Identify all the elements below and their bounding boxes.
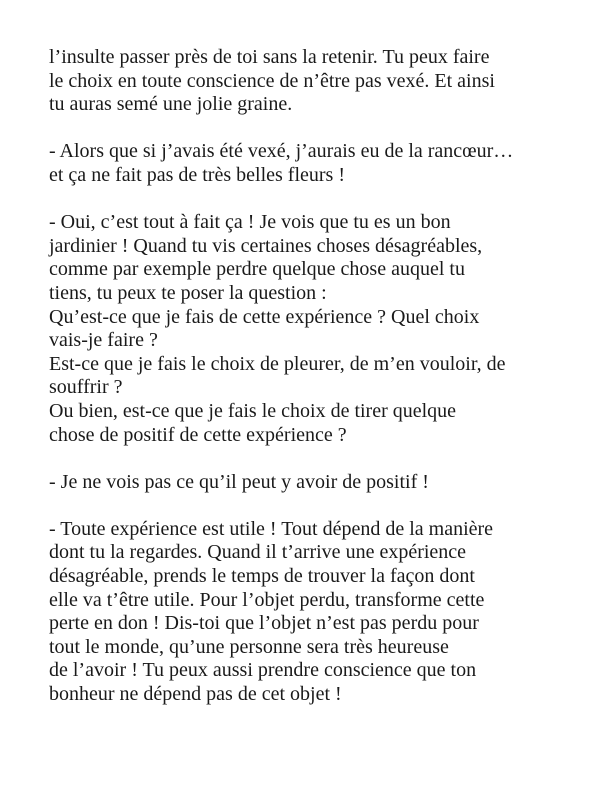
text-line: tout le monde, qu’une personne sera très heureuse xyxy=(49,635,449,658)
text-line: - Toute expérience est utile ! Tout dépend de la manière xyxy=(49,517,494,540)
body-text xyxy=(49,46,569,730)
paragraph-dialogue xyxy=(49,211,569,447)
text-line: le choix en toute conscience de n’être pas vexé. Et ainsi xyxy=(49,69,495,92)
text-line: désagréable, prends le temps de trouver la façon dont xyxy=(49,565,475,588)
text-line: vais-je faire ? xyxy=(49,329,158,352)
text-line: l’insulte passer près de toi sans la retenir. Tu peux faire xyxy=(49,46,490,68)
text-line: - Je ne vois pas ce qu’il peut y avoir de positif ! xyxy=(49,470,429,493)
paragraph-intro xyxy=(49,46,569,117)
text-line: - Alors que si j’avais été vexé, j’aurais eu de la rancœur… xyxy=(49,140,514,163)
text-line: bonheur ne dépend pas de cet objet ! xyxy=(49,683,342,706)
text-line: tiens, tu peux te poser la question : xyxy=(49,281,327,304)
text-line: jardinier ! Quand tu vis certaines choses désagréables, xyxy=(49,234,483,257)
paragraph-dialogue xyxy=(49,140,569,187)
text-line: tu auras semé une jolie graine. xyxy=(49,93,293,116)
text-line: dont tu la regardes. Quand il t’arrive une expérience xyxy=(49,541,467,564)
text-line: Est-ce que je fais le choix de pleurer, de m’en vouloir, de xyxy=(49,352,506,375)
paragraph-dialogue xyxy=(49,471,569,495)
text-line: de l’avoir ! Tu peux aussi prendre conscience que ton xyxy=(49,659,477,682)
text-line: souffrir ? xyxy=(49,376,123,399)
text-line: comme par exemple perdre quelque chose auquel tu xyxy=(49,258,465,281)
text-line: chose de positif de cette expérience ? xyxy=(49,423,347,446)
text-line: Ou bien, est-ce que je fais le choix de tirer quelque xyxy=(49,399,457,422)
paragraph-dialogue xyxy=(49,518,569,707)
text-line: Qu’est-ce que je fais de cette expérience ? Quel choix xyxy=(49,305,480,328)
text-line: et ça ne fait pas de très belles fleurs ! xyxy=(49,163,345,186)
text-line: - Oui, c’est tout à fait ça ! Je vois que tu es un bon xyxy=(49,211,451,234)
text-line: elle va t’être utile. Pour l’objet perdu, transforme cette xyxy=(49,588,485,611)
text-line: perte en don ! Dis-toi que l’objet n’est pas perdu pour xyxy=(49,612,479,635)
